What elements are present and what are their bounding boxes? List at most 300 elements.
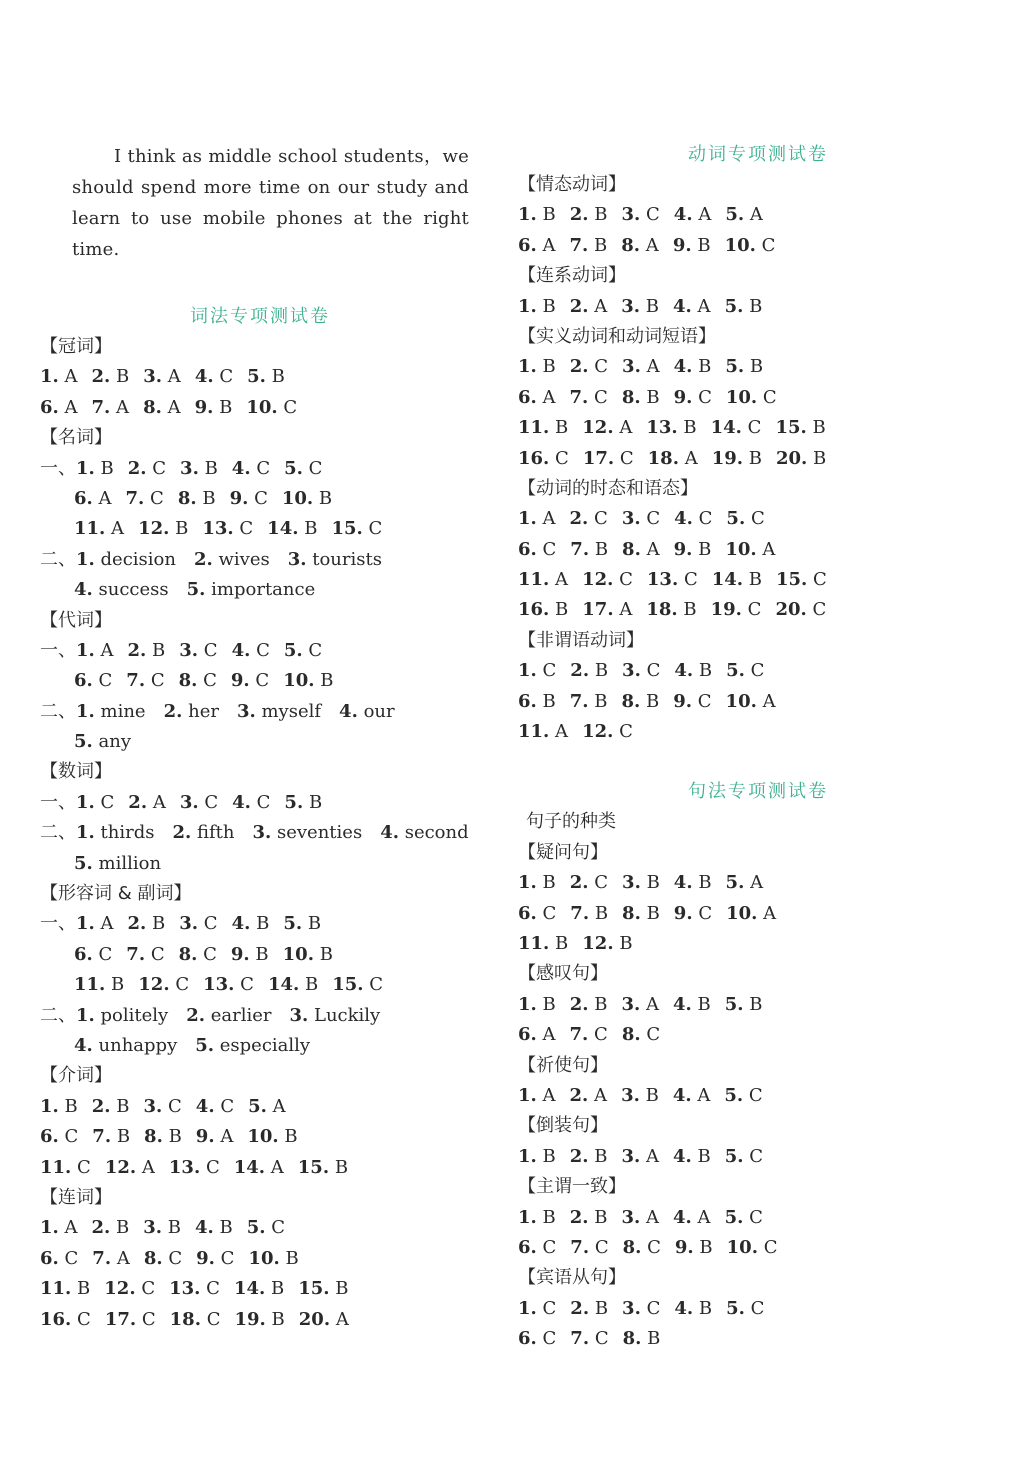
answer-item: 13. B <box>646 417 697 439</box>
answer-row <box>518 717 998 747</box>
answer-item: 3. B <box>143 1217 182 1239</box>
answer-number: 3. <box>287 548 307 570</box>
answer-number: 1. <box>518 660 537 682</box>
answer-item: 2. B <box>569 204 608 226</box>
answer-item: 2. C <box>569 508 608 530</box>
answer-item: 10. C <box>726 1236 778 1258</box>
section-heading: 【祈使句】 <box>518 1054 608 1076</box>
answer-item: 2. C <box>127 457 167 479</box>
answer-number: 1. <box>40 366 59 388</box>
answer-number: 12. <box>138 518 170 540</box>
answer-row <box>518 1203 998 1233</box>
lexical-answer-sections <box>40 332 480 1335</box>
section-title: 句法专项测试卷 <box>688 781 828 803</box>
answer-number: 9. <box>673 690 693 712</box>
answer-number: 3. <box>621 1145 641 1167</box>
answer-item: 3. Luckily <box>289 1004 381 1026</box>
answer-number: 5. <box>248 1095 267 1117</box>
row-prefix: 一、 <box>40 913 76 935</box>
answer-item: 10. C <box>725 386 777 408</box>
answer-item: 1. B <box>518 295 556 317</box>
answer-number: 4. <box>339 700 358 722</box>
answer-item: 12. B <box>138 518 189 540</box>
answer-number: 20. <box>775 599 807 621</box>
answer-item: 2. B <box>91 1095 130 1117</box>
answer-number: 15. <box>297 1156 330 1178</box>
answer-number: 6. <box>518 234 537 256</box>
answer-row <box>518 1294 998 1324</box>
answer-number: 2. <box>193 548 213 570</box>
spacer <box>518 747 998 777</box>
answer-number: 3. <box>621 993 641 1015</box>
answer-number: 7. <box>126 670 146 692</box>
answer-row <box>40 484 480 514</box>
row-prefix: 一、 <box>40 639 76 661</box>
answer-number: 1. <box>76 822 95 844</box>
answer-item: 9. C <box>196 1247 235 1269</box>
answer-item: 5. importance <box>186 579 316 601</box>
right-answer-blocks <box>518 140 998 1354</box>
answer-number: 8. <box>622 1236 642 1258</box>
answer-number: 4. <box>673 295 692 317</box>
answer-number: 18. <box>647 447 679 469</box>
row-prefix: 一、 <box>40 457 76 479</box>
answer-item: 14. B <box>233 1278 285 1300</box>
answer-item: 1. politely <box>76 1004 169 1026</box>
answer-number: 13. <box>202 518 234 540</box>
answer-item: 10. B <box>248 1247 299 1269</box>
answer-item: 2. B <box>127 913 166 935</box>
answer-item: 7. C <box>569 1024 608 1046</box>
section-heading: 【名词】 <box>40 427 112 449</box>
answer-item: 6. B <box>518 690 556 712</box>
answer-number: 18. <box>646 599 678 621</box>
answer-item: 8. B <box>144 1126 182 1148</box>
answer-item: 3. A <box>621 993 660 1015</box>
answer-number: 11. <box>518 417 550 439</box>
answer-number: 8. <box>622 1328 642 1350</box>
answer-number: 4. <box>674 1297 694 1319</box>
answer-number: 2. <box>128 791 148 813</box>
answer-number: 4. <box>673 1145 692 1167</box>
answer-number: 10. <box>247 1126 279 1148</box>
answer-item: 8. C <box>178 943 217 965</box>
answer-number: 9. <box>229 487 249 509</box>
answer-row <box>40 788 480 818</box>
answer-number: 1. <box>518 1084 537 1106</box>
answer-number: 1. <box>76 639 95 661</box>
answer-number: 5. <box>724 1206 744 1228</box>
spacer <box>40 265 480 302</box>
answer-item: 15. C <box>332 974 384 996</box>
answer-number: 5. <box>284 457 303 479</box>
answer-item: 4. B <box>231 913 270 935</box>
answer-item: 5. A <box>725 204 763 226</box>
answer-row <box>40 849 480 879</box>
answer-number: 14. <box>711 569 744 591</box>
answer-number: 4. <box>232 791 251 813</box>
answer-number: 14. <box>267 518 299 540</box>
answer-item: 9. C <box>673 902 713 924</box>
answer-row <box>40 666 480 696</box>
answer-number: 5. <box>195 1034 215 1056</box>
answer-number: 8. <box>178 670 198 692</box>
section-heading: 【动词的时态和语态】 <box>518 477 698 499</box>
answer-item: 5. A <box>725 872 764 894</box>
answer-number: 19. <box>234 1308 266 1330</box>
answer-row <box>40 1122 480 1152</box>
answer-item: 1. A <box>40 1217 78 1239</box>
answer-item: 1. B <box>518 1145 556 1167</box>
answer-item: 10. A <box>726 902 777 924</box>
answer-row <box>40 362 480 392</box>
answer-number: 6. <box>518 538 537 560</box>
answer-item: 1. A <box>518 508 556 530</box>
answer-number: 11. <box>40 1156 72 1178</box>
answer-item: 7. B <box>569 690 608 712</box>
answer-item: 4. C <box>195 1095 235 1117</box>
answer-item: 20. C <box>775 599 827 621</box>
answer-item: 10. B <box>282 943 333 965</box>
answer-item: 5. C <box>283 639 323 661</box>
answer-number: 3. <box>180 457 199 479</box>
answer-number: 4. <box>673 993 692 1015</box>
answer-row <box>40 514 480 544</box>
answer-item: 13. C <box>203 974 254 996</box>
answer-number: 12. <box>582 417 614 439</box>
answer-number: 14. <box>267 974 300 996</box>
answer-item: 2. B <box>127 639 166 661</box>
answer-number: 9. <box>230 943 250 965</box>
answer-item: 2. B <box>569 1145 608 1167</box>
answer-item: 3. myself <box>236 700 322 722</box>
answer-item: 12. C <box>104 1278 156 1300</box>
answer-number: 2. <box>91 366 111 388</box>
answer-number: 2. <box>569 356 589 378</box>
answer-item: 2. C <box>569 356 609 378</box>
answer-number: 5. <box>725 204 745 226</box>
answer-item: 4. B <box>673 1145 711 1167</box>
answer-number: 8. <box>621 690 641 712</box>
answer-number: 10. <box>248 1247 280 1269</box>
answer-item: 18. A <box>647 447 698 469</box>
section-heading: 【感叹句】 <box>518 963 608 985</box>
answer-number: 7. <box>569 234 589 256</box>
answer-item: 1. B <box>518 1206 556 1228</box>
answer-item: 9. C <box>230 670 270 692</box>
answer-number: 19. <box>710 599 742 621</box>
answer-item: 8. B <box>622 1328 661 1350</box>
answer-item: 9. B <box>673 538 712 560</box>
answer-item: 4. C <box>231 639 270 661</box>
answer-row <box>40 727 480 757</box>
answer-item: 11. A <box>518 569 569 591</box>
answer-row <box>518 565 998 595</box>
answer-number: 9. <box>194 396 214 418</box>
right-column <box>518 140 998 1354</box>
answer-item: 4. B <box>673 872 712 894</box>
answer-number: 14. <box>710 417 742 439</box>
answer-number: 7. <box>92 1126 112 1148</box>
answer-number: 2. <box>569 204 589 226</box>
answer-item: 2. B <box>570 660 609 682</box>
answer-row <box>40 940 480 970</box>
answer-item: 2. B <box>569 993 608 1015</box>
answer-number: 2. <box>91 1217 111 1239</box>
answer-number: 16. <box>40 1308 72 1330</box>
answer-number: 19. <box>711 447 744 469</box>
answer-number: 12. <box>582 932 614 954</box>
answer-item: 2. B <box>570 1297 609 1319</box>
answer-item: 18. C <box>169 1308 221 1330</box>
answer-item: 5. B <box>725 356 764 378</box>
answer-number: 6. <box>518 386 537 408</box>
answer-number: 1. <box>518 1297 537 1319</box>
answer-item: 4. A <box>672 1084 711 1106</box>
answer-number: 6. <box>518 1236 537 1258</box>
answer-item: 12. C <box>138 974 190 996</box>
answer-number: 10. <box>725 690 757 712</box>
answer-item: 13. C <box>202 518 254 540</box>
answer-item: 10. C <box>724 234 776 256</box>
essay-paragraph: I think as middle school students，we should spend more time on our study and learn to use mobile phones at the right time. <box>72 146 469 260</box>
answer-number: 4. <box>195 1095 215 1117</box>
answer-item: 4. A <box>673 1206 711 1228</box>
answer-number: 11. <box>518 932 550 954</box>
answer-row <box>518 899 998 929</box>
answer-item: 1. mine <box>76 700 146 722</box>
answer-number: 15. <box>775 417 807 439</box>
answer-number: 4. <box>231 457 251 479</box>
answer-number: 8. <box>177 487 197 509</box>
answer-item: 17. A <box>582 599 633 621</box>
answer-item: 1. C <box>76 791 115 813</box>
answer-number: 8. <box>178 943 198 965</box>
answer-item: 2. B <box>91 1217 130 1239</box>
answer-number: 4. <box>673 204 693 226</box>
answer-number: 14. <box>233 1156 266 1178</box>
answer-item: 14. A <box>233 1156 284 1178</box>
section-heading: 【介词】 <box>40 1065 112 1087</box>
answer-number: 13. <box>168 1156 201 1178</box>
answer-item: 2. A <box>569 295 608 317</box>
answer-row <box>518 231 998 261</box>
section-heading: 【冠词】 <box>40 336 112 357</box>
section-heading: 【数词】 <box>40 761 112 783</box>
answer-item: 5. C <box>724 1084 763 1106</box>
answer-item: 7. B <box>569 234 608 256</box>
answer-item: 3. seventies <box>252 822 363 844</box>
answer-number: 8. <box>622 538 641 560</box>
answer-item: 11. A <box>74 518 125 540</box>
answer-item: 19. C <box>710 599 762 621</box>
answer-item: 3. C <box>621 508 661 530</box>
answer-item: 3. C <box>179 913 218 935</box>
answer-item: 8. B <box>621 690 660 712</box>
answer-number: 1. <box>76 791 95 813</box>
answer-row <box>518 929 998 959</box>
answer-number: 6. <box>518 690 537 712</box>
answer-number: 9. <box>673 538 693 560</box>
answer-number: 9. <box>672 234 692 256</box>
answer-item: 4. unhappy <box>74 1034 178 1056</box>
answer-number: 5. <box>725 872 745 894</box>
answer-item: 14. B <box>267 974 319 996</box>
answer-number: 2. <box>127 457 147 479</box>
answer-item: 13. C <box>168 1156 220 1178</box>
answer-item: 9. B <box>194 396 233 418</box>
answer-item: 12. A <box>104 1156 155 1178</box>
answer-item: 8. C <box>178 670 217 692</box>
answer-number: 3. <box>143 1217 163 1239</box>
answer-item: 1. C <box>518 1297 557 1319</box>
answer-number: 2. <box>569 295 589 317</box>
answer-row <box>40 818 480 848</box>
answer-item: 12. B <box>582 932 633 954</box>
answer-item: 1. B <box>518 356 556 378</box>
answer-item: 8. C <box>143 1247 183 1269</box>
answer-item: 1. B <box>518 993 556 1015</box>
answer-item: 19. B <box>711 447 762 469</box>
section-heading: 【非谓语动词】 <box>518 629 644 651</box>
answer-item: 5. especially <box>195 1034 311 1056</box>
answer-row <box>518 200 998 230</box>
answer-number: 10. <box>724 234 756 256</box>
answer-row <box>40 575 480 605</box>
answer-number: 13. <box>646 569 679 591</box>
answer-number: 6. <box>74 670 93 692</box>
answer-item: 2. wives <box>193 548 270 570</box>
answer-item: 2. fifth <box>172 822 235 844</box>
answer-number: 2. <box>163 700 183 722</box>
answer-number: 10. <box>725 386 758 408</box>
answer-item: 13. C <box>169 1278 220 1300</box>
answer-item: 2. C <box>569 872 609 894</box>
answer-number: 1. <box>40 1217 59 1239</box>
answer-item: 3. B <box>621 1084 659 1106</box>
section-heading: 【主谓一致】 <box>518 1176 626 1198</box>
answer-number: 5. <box>74 731 93 753</box>
answer-number: 7. <box>92 1247 112 1269</box>
answer-number: 3. <box>621 1084 640 1106</box>
answer-row <box>518 1324 998 1354</box>
answer-item: 5. A <box>248 1095 286 1117</box>
answer-number: 16. <box>518 447 550 469</box>
answer-row <box>40 1092 480 1122</box>
answer-item: 7. C <box>570 1236 609 1258</box>
answer-number: 4. <box>673 1206 692 1228</box>
section-heading: 【形容词 & 副词】 <box>40 883 192 905</box>
answer-number: 13. <box>169 1278 201 1300</box>
answer-number: 3. <box>179 639 199 661</box>
answer-number: 8. <box>143 1247 163 1269</box>
answer-row <box>40 1153 480 1183</box>
answer-item: 6. C <box>518 1328 557 1350</box>
answer-number: 4. <box>674 508 693 530</box>
answer-item: 16. C <box>518 447 569 469</box>
answer-item: 4. B <box>674 660 713 682</box>
answer-row <box>518 1020 998 1050</box>
answer-item: 7. C <box>126 943 165 965</box>
answer-number: 12. <box>104 1156 137 1178</box>
answer-item: 10. C <box>246 396 298 418</box>
answer-number: 20. <box>776 447 808 469</box>
answer-item: 1. B <box>76 457 114 479</box>
answer-number: 6. <box>518 1024 537 1046</box>
answer-number: 11. <box>74 974 106 996</box>
section-heading: 【连词】 <box>40 1186 112 1208</box>
answer-number: 1. <box>76 1004 95 1026</box>
answer-number: 1. <box>518 993 537 1015</box>
answer-item: 20. B <box>776 447 827 469</box>
answer-number: 2. <box>127 639 147 661</box>
answer-number: 9. <box>195 1126 215 1148</box>
answer-number: 15. <box>331 518 363 540</box>
section-heading: 【倒装句】 <box>518 1115 608 1137</box>
answer-row <box>40 697 480 727</box>
answer-item: 6. C <box>74 943 113 965</box>
answer-number: 4. <box>674 660 694 682</box>
answer-number: 5. <box>726 508 746 530</box>
answer-number: 8. <box>143 396 162 418</box>
answer-item: 15. C <box>331 518 383 540</box>
answer-number: 18. <box>169 1308 201 1330</box>
answer-item: 5. B <box>283 913 322 935</box>
answer-item: 11. B <box>518 932 569 954</box>
answer-number: 12. <box>104 1278 136 1300</box>
answer-number: 2. <box>569 1145 589 1167</box>
answer-item: 9. B <box>230 943 269 965</box>
answer-item: 5. C <box>726 660 765 682</box>
answer-number: 3. <box>179 791 199 813</box>
answer-number: 4. <box>74 1034 93 1056</box>
answer-number: 9. <box>673 902 693 924</box>
answer-item: 8. A <box>622 538 660 560</box>
answer-item: 13. C <box>646 569 698 591</box>
answer-number: 3. <box>289 1004 309 1026</box>
section-heading: 【实义动词和动词短语】 <box>518 325 716 347</box>
answer-number: 4. <box>194 366 214 388</box>
answer-item: 4. C <box>194 366 234 388</box>
answer-row <box>40 1274 480 1304</box>
answer-item: 7. A <box>91 396 130 418</box>
answer-item: 7. B <box>570 538 609 560</box>
answer-number: 12. <box>582 721 614 743</box>
answer-item: 4. success <box>74 579 169 601</box>
section-heading: 【疑问句】 <box>518 841 608 863</box>
answer-item: 17. C <box>582 447 634 469</box>
answer-item: 5. B <box>284 791 323 813</box>
answer-number: 5. <box>284 791 304 813</box>
answer-item: 3. A <box>621 1206 660 1228</box>
answer-row <box>40 636 480 666</box>
answer-number: 14. <box>233 1278 266 1300</box>
answer-number: 6. <box>518 1328 537 1350</box>
answer-item: 5. million <box>74 852 162 874</box>
answer-row <box>518 413 998 443</box>
answer-number: 4. <box>195 1217 214 1239</box>
answer-item: 3. C <box>179 791 219 813</box>
answer-number: 11. <box>518 721 550 743</box>
answer-item: 1. thirds <box>76 822 155 844</box>
answer-item: 10. B <box>247 1126 298 1148</box>
answer-item: 4. B <box>195 1217 233 1239</box>
answer-number: 5. <box>186 579 206 601</box>
answer-item: 6. C <box>40 1126 79 1148</box>
answer-item: 2. B <box>91 366 130 388</box>
answer-number: 1. <box>518 1145 537 1167</box>
answer-number: 3. <box>143 1095 163 1117</box>
